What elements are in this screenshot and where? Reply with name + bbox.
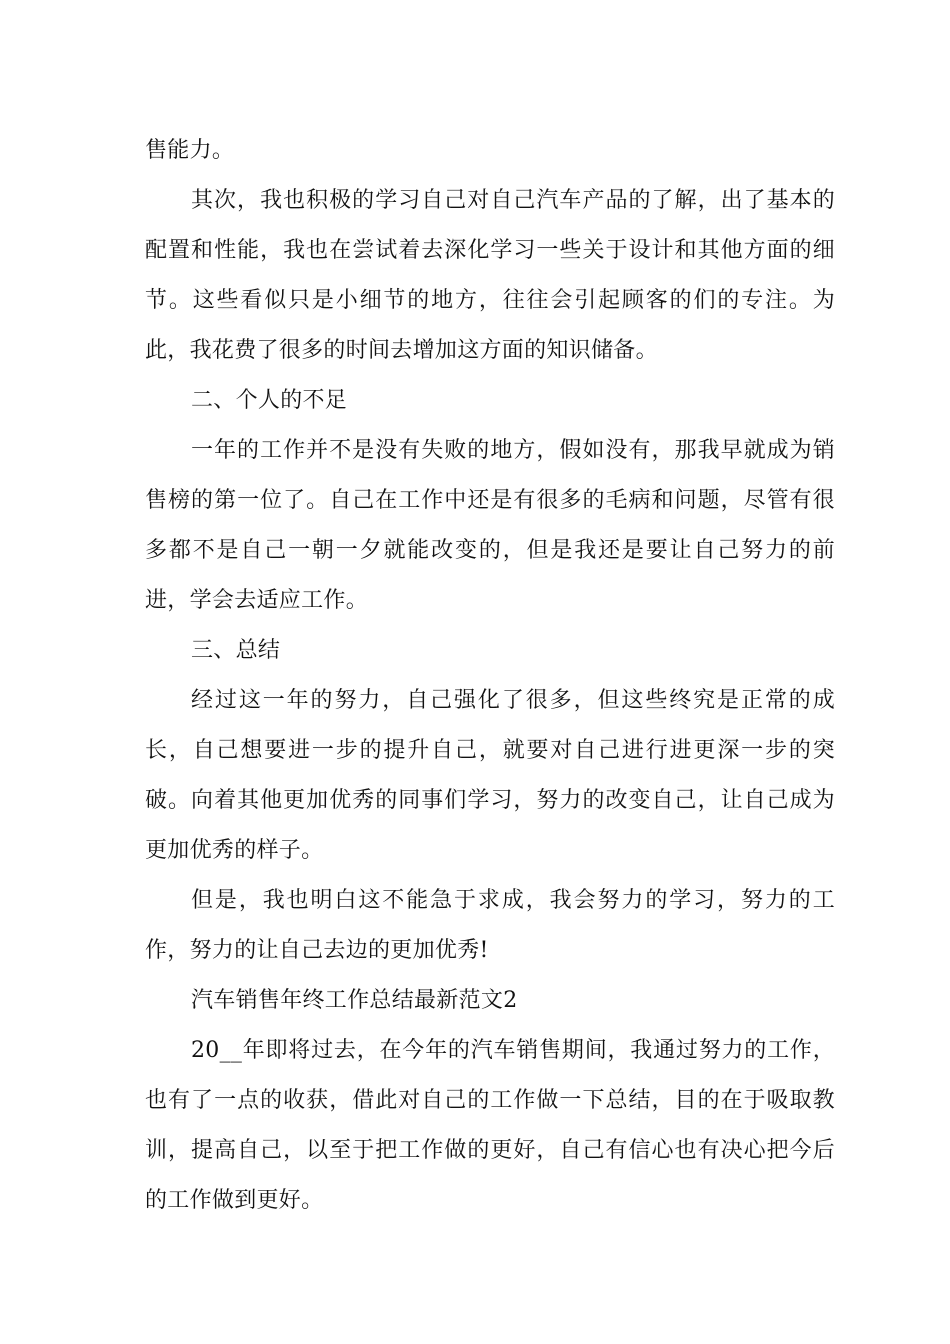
document-body (145, 126, 835, 1226)
paragraph-product-knowledge: 其次，我也积极的学习自己对自己汽车产品的了解，出了基本的配置和性能，我也在尝试着去深化学习一些关于设计和其他方面的细节。这些看似只是小细节的地方，往往会引起顾客的们的专注。为此，我花费了很多的时间去增加这方面的知识储备。 (145, 188, 835, 363)
article-title-2: 汽车销售年终工作总结最新范文2 (191, 988, 518, 1013)
paragraph-continuation: 售能力。 (145, 138, 235, 163)
paragraph-intro-2: 20__年即将过去，在今年的汽车销售期间，我通过努力的工作，也有了一点的收获，借此对自己的工作做一下总结，目的在于吸取教训，提高自己，以至于把工作做的更好，自己有信心也有决心把今后的工作做到更好。 (145, 1038, 835, 1213)
section-heading-shortcomings: 二、个人的不足 (191, 388, 348, 413)
section-heading-summary: 三、总结 (191, 638, 281, 663)
paragraph-summary: 经过这一年的努力，自己强化了很多，但这些终究是正常的成长，自己想要进一步的提升自己，就要对自己进行进更深一步的突破。向着其他更加优秀的同事们学习，努力的改变自己，让自己成为更加优秀的样子。 (145, 688, 835, 863)
paragraph-resolution: 但是，我也明白这不能急于求成，我会努力的学习，努力的工作，努力的让自己去边的更加优秀! (145, 888, 835, 963)
paragraph-shortcomings: 一年的工作并不是没有失败的地方，假如没有，那我早就成为销售榜的第一位了。自己在工作中还是有很多的毛病和问题，尽管有很多都不是自己一朝一夕就能改变的，但是我还是要让自己努力的前进，学会去适应工作。 (145, 438, 835, 613)
